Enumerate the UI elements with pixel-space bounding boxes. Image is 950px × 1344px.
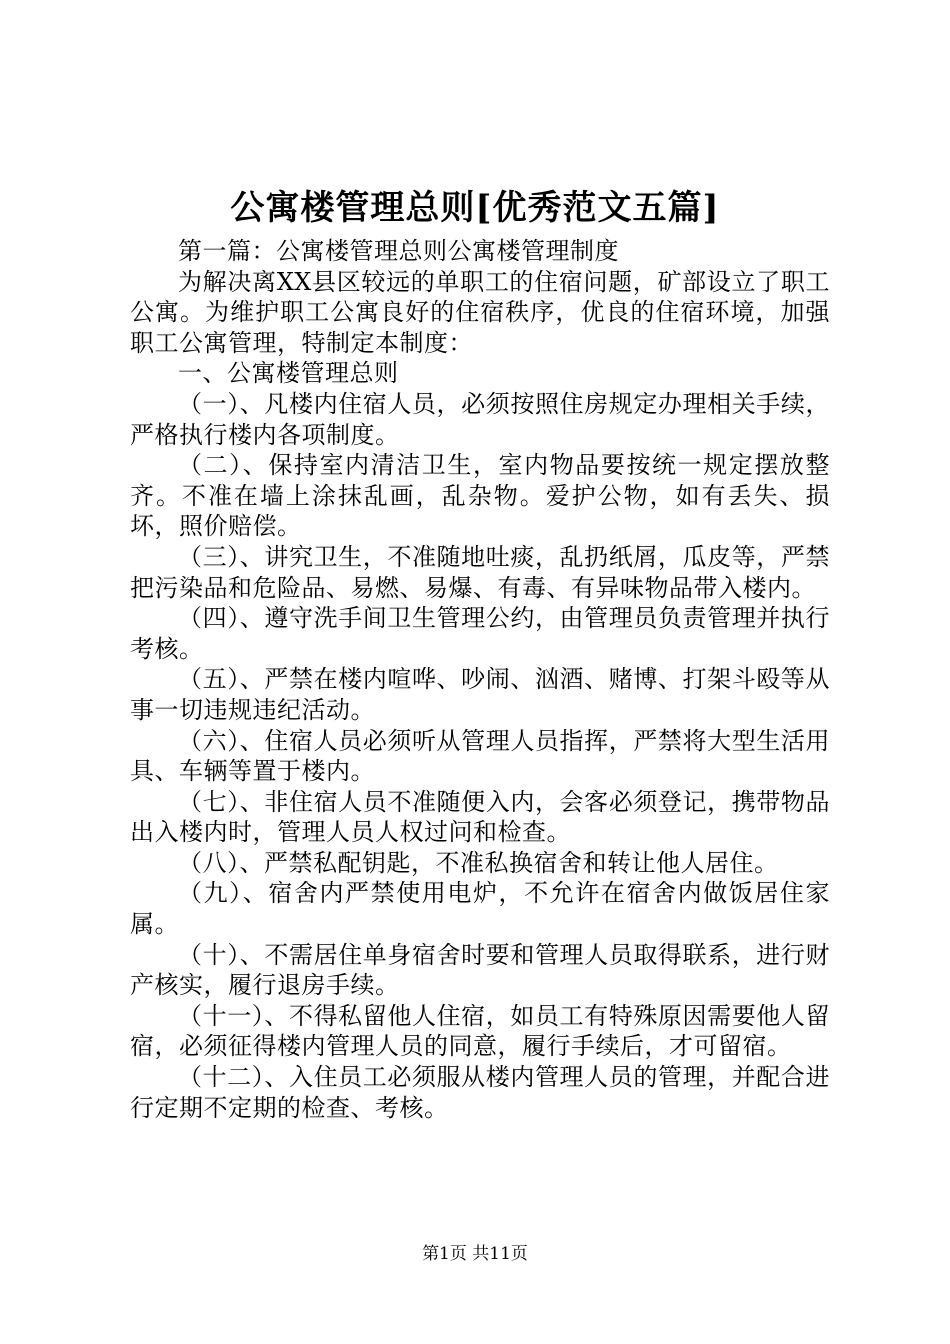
page-number-footer: 第1页 共11页 [422,1244,528,1264]
rule-item-1: （一）、凡楼内住宿人员，必须按照住房规定办理相关手续，严格执行楼内各项制度。 [130,389,830,449]
rule-item-12: （十二）、入住员工必须服从楼内管理人员的管理，并配合进行定期不定期的检查、考核。 [130,1063,830,1122]
rule-item-4: （四）、遵守洗手间卫生管理公约，由管理员负责管理并执行考核。 [130,604,830,663]
rule-item-6: （六）、住宿人员必须听从管理人员指挥，严禁将大型生活用具、车辆等置于楼内。 [130,726,830,786]
intro-paragraph: 为解决离XX县区较远的单职工的住宿问题，矿部设立了职工公寓。为维护职工公寓良好的住宿秩序，优良的住宿环境，加强职工公寓管理，特制定本制度： [130,267,830,357]
rule-item-10: （十）、不需居住单身宿舍时要和管理人员取得联系，进行财产核实，履行退房手续。 [130,940,830,1000]
document-body [130,236,830,1123]
chapter-heading: 一、公寓楼管理总则 [178,359,399,388]
rule-item-11: （十一）、不得私留他人住宿，如员工有特殊原因需要他人留宿，必须征得楼内管理人员的同意，履行手续后，才可留宿。 [130,1001,830,1061]
rule-item-7: （七）、非住宿人员不准随便入内，会客必须登记，携带物品出入楼内时，管理人员人权过问和检查。 [130,787,830,847]
section-heading: 第一篇：公寓楼管理总则公寓楼管理制度 [178,237,619,265]
rule-item-9: （九）、宿舍内严禁使用电炉，不允许在宿舍内做饭居住家属。 [130,879,830,939]
document-title: 公寓楼管理总则[优秀范文五篇] [230,188,720,228]
rule-item-8: （八）、严禁私配钥匙，不准私换宿舍和转让他人居住。 [178,848,779,877]
rule-item-3: （三）、讲究卫生，不准随地吐痰，乱扔纸屑，瓜皮等，严禁把污染品和危险品、易燃、易爆、有毒、有异味物品带入楼内。 [130,542,830,602]
rule-item-5: （五）、严禁在楼内喧哗、吵闹、汹酒、赌博、打架斗殴等从事一切违规违纪活动。 [130,665,830,724]
rule-item-2: （二）、保持室内清洁卫生，室内物品要按统一规定摆放整齐。不准在墙上涂抹乱画，乱杂物。爱护公物，如有丢失、损坏，照价赔偿。 [130,451,830,541]
